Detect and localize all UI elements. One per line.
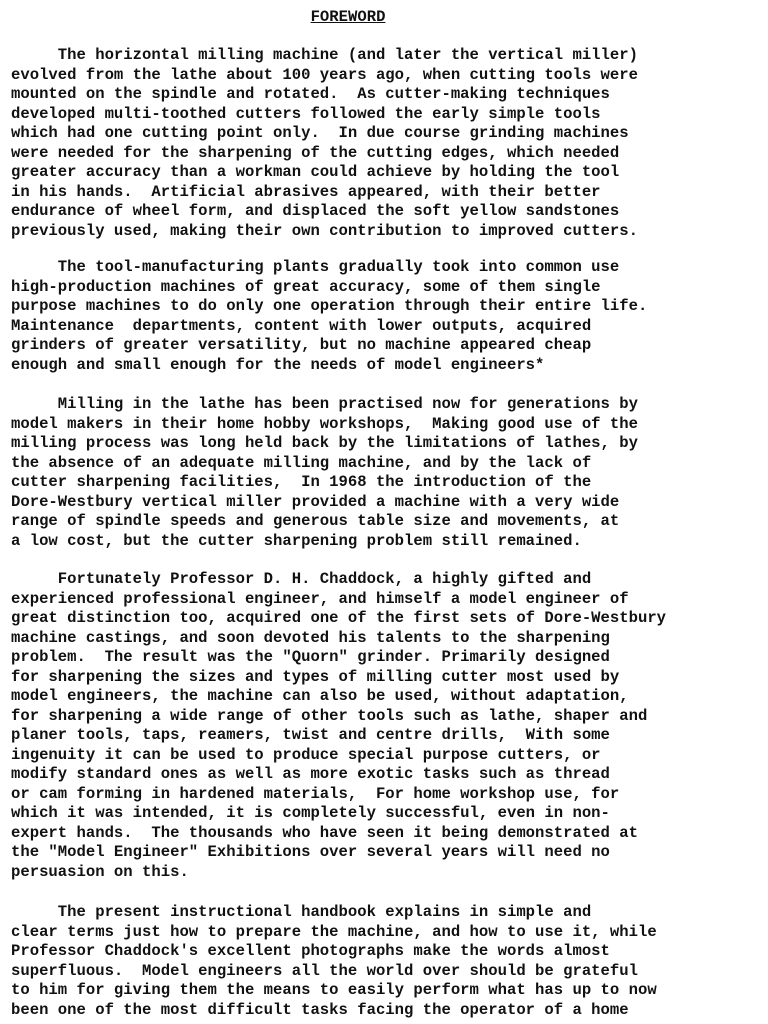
text-line: model engineers, the machine can also be used, without adaptation, [11,687,629,705]
text-line: been one of the most difficult tasks facing the operator of a home [11,1000,629,1019]
text-line: in his hands. Artificial abrasives appeared, with their better [11,182,601,201]
text-line: which it was intended, it is completely successful, even in non- [11,804,610,822]
text-line: to him for giving them the means to easily perform what has up to now [11,981,657,999]
text-line: Fortunately Professor D. H. Chaddock, a highly gifted and [11,570,592,588]
paragraph-2 [11,258,761,375]
text-line: were needed for the sharpening of the cutting edges, which needed [11,143,620,162]
text-line: The present instructional handbook explains in simple and [11,903,592,921]
text-line: for sharpening a wide range of other tools such as lathe, shaper and [11,706,648,725]
text-line: the "Model Engineer" Exhibitions over several years will need no [11,843,610,861]
text-line: developed multi-toothed cutters followed the early simple tools [11,104,601,123]
text-line: The horizontal milling machine (and later the vertical miller) [11,46,638,64]
text-line: machine castings, and soon devoted his talents to the sharpening [11,628,610,647]
text-line: endurance of wheel form, and displaced the soft yellow sandstones [11,202,620,220]
page-title: FOREWORD [310,8,386,26]
text-line: mounted on the spindle and rotated. As cutter-making techniques [11,85,610,103]
text-line: modify standard ones as well as more exotic tasks such as thread [11,765,610,783]
text-line: Milling in the lathe has been practised now for generations by [11,395,638,413]
text-line: evolved from the lathe about 100 years ago, when cutting tools were [11,65,638,84]
text-line: persuasion on this. [11,862,189,881]
text-line: clear terms just how to prepare the machine, and how to use it, while [11,922,657,941]
text-line: grinders of greater versatility, but no machine appeared cheap [11,336,592,354]
text-line: experienced professional engineer, and himself a model engineer of [11,589,629,608]
text-line: greater accuracy than a workman could achieve by holding the tool [11,163,620,181]
text-line: range of spindle speeds and generous table size and movements, at [11,512,620,530]
text-line: ingenuity it can be used to produce special purpose cutters, or [11,745,601,764]
text-line: Professor Chaddock's excellent photographs make the words almost [11,942,610,960]
paragraph-3 [11,395,761,551]
text-line: previously used, making their own contribution to improved cutters. [11,221,638,240]
text-line: cutter sharpening facilities, In 1968 the introduction of the [11,473,592,491]
text-line: a low cost, but the cutter sharpening problem still remained. [11,531,582,550]
text-line: Dore-Westbury vertical miller provided a machine with a very wide [11,492,620,511]
text-line: enough and small enough for the needs of model engineers* [11,355,545,374]
text-line: Maintenance departments, content with lower outputs, acquired [11,316,592,335]
text-line: high-production machines of great accuracy, some of them single [11,277,601,296]
paragraph-5 [11,903,761,1020]
text-line: The tool-manufacturing plants gradually took into common use [11,258,620,276]
text-line: or cam forming in hardened materials, For home workshop use, for [11,784,620,803]
text-line: expert hands. The thousands who have seen it being demonstrated at [11,823,638,842]
text-line: for sharpening the sizes and types of milling cutter most used by [11,667,620,686]
text-line: planer tools, taps, reamers, twist and centre drills, With some [11,726,610,744]
text-line: milling process was long held back by the limitations of lathes, by [11,434,638,452]
text-line: which had one cutting point only. In due course grinding machines [11,124,629,142]
paragraph-4 [11,570,761,882]
text-line: the absence of an adequate milling machine, and by the lack of [11,453,592,472]
text-line: problem. The result was the "Quorn" grinder. Primarily designed [11,648,610,666]
text-line: superfluous. Model engineers all the world over should be grateful [11,961,638,980]
text-line: purpose machines to do only one operation through their entire life. [11,297,648,315]
text-line: model makers in their home hobby workshops, Making good use of the [11,414,638,433]
paragraph-1 [11,46,761,241]
text-line: great distinction too, acquired one of the first sets of Dore-Westbury [11,609,667,627]
